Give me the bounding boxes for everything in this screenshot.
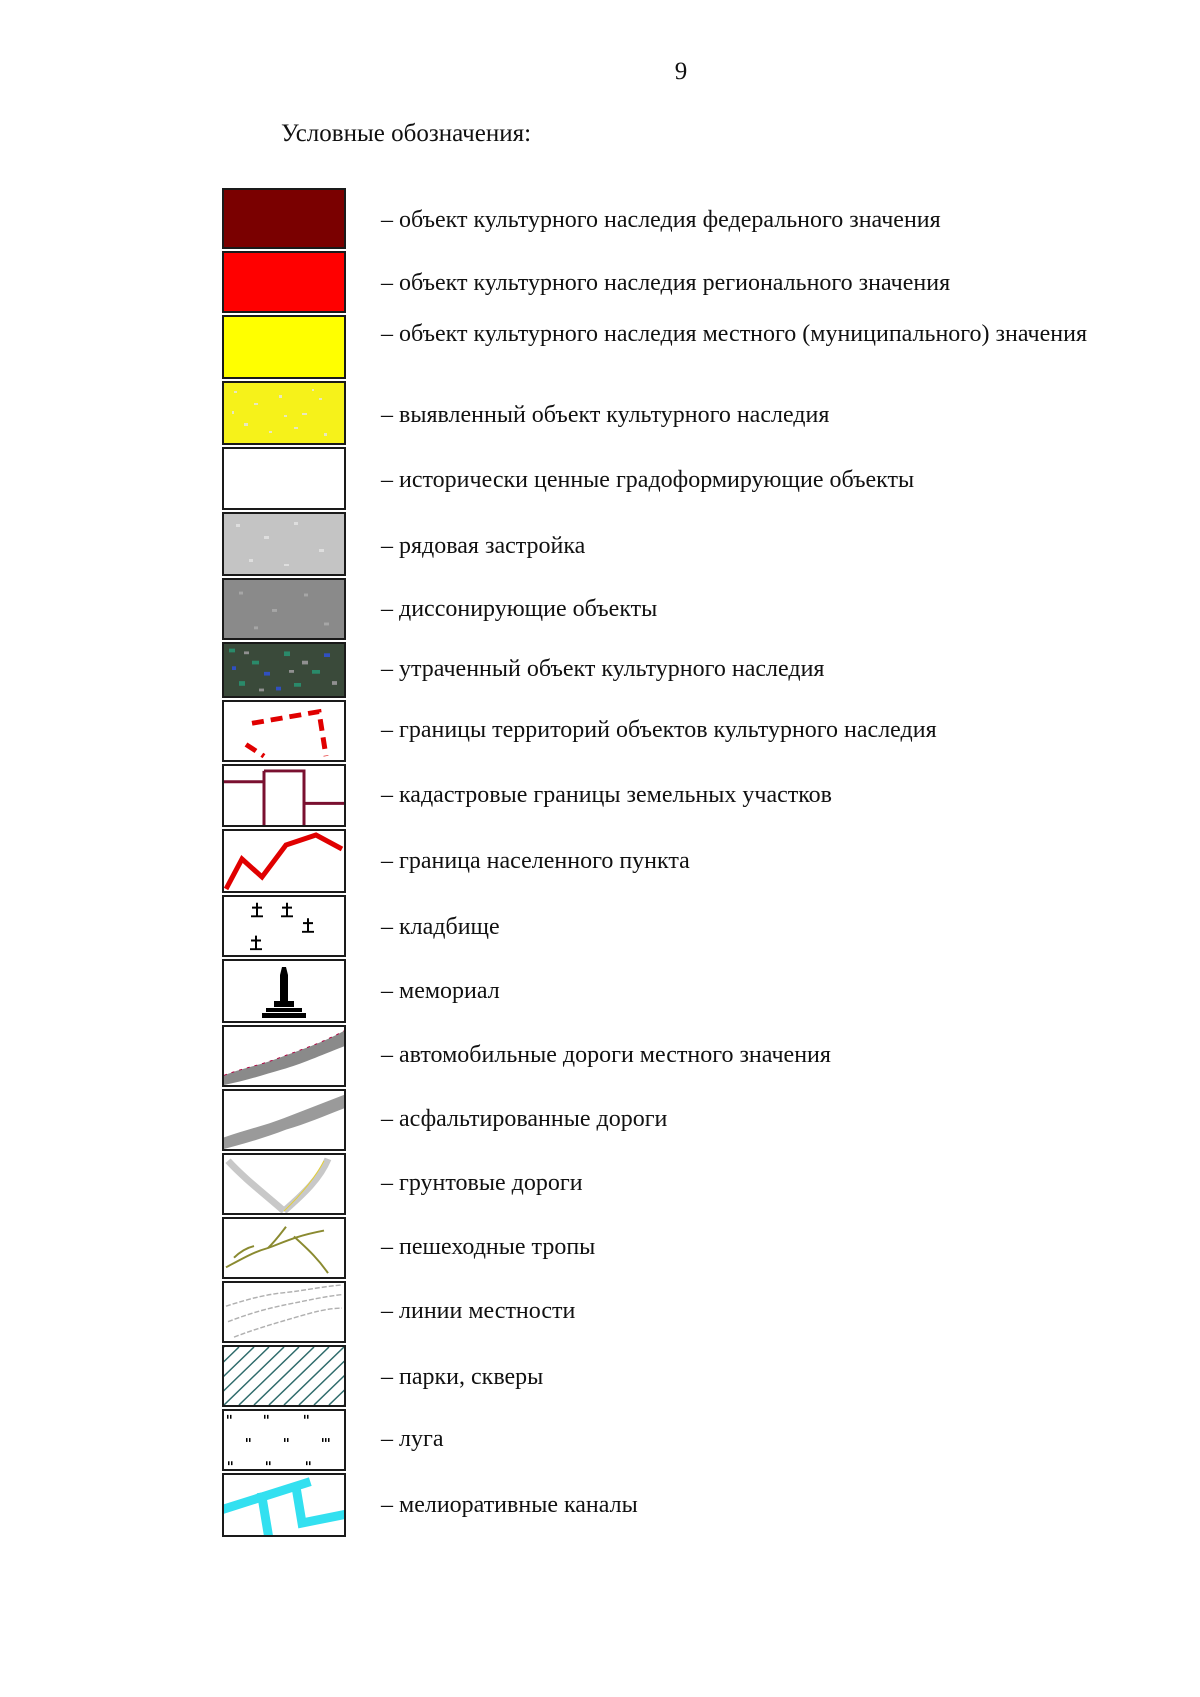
- legend-label-federal-heritage: – объект культурного наследия федерального значения: [381, 207, 941, 233]
- page-number: 9: [674, 58, 688, 85]
- legend-title: Условные обозначения:: [281, 120, 532, 147]
- identified-heritage-swatch: [222, 381, 346, 445]
- cross-marks-icon: [224, 897, 344, 955]
- terrain-lines-swatch: [222, 1281, 346, 1343]
- meadow-marks-icon: [224, 1411, 344, 1469]
- legend-label-identified-heritage: – выявленный объект культурного наследия: [381, 402, 830, 428]
- meadows-swatch: [222, 1409, 346, 1471]
- legend-label-lost-heritage: – утраченный объект культурного наследия: [381, 656, 825, 682]
- legend-label-meadows: – луга: [381, 1426, 444, 1452]
- legend-label-footpaths: – пешеходные тропы: [381, 1234, 596, 1260]
- legend-label-cemetery: – кладбище: [381, 914, 500, 940]
- regional-heritage-swatch: [222, 251, 346, 313]
- road-band-icon: [224, 1027, 344, 1085]
- canals-swatch: [222, 1473, 346, 1537]
- cadastral-boundary-swatch: [222, 764, 346, 827]
- legend-label-regional-heritage: – объект культурного наследия регионального значения: [381, 270, 951, 296]
- dirt-roads-swatch: [222, 1153, 346, 1215]
- ordinary-buildings-swatch: [222, 512, 346, 576]
- settlement-boundary-swatch: [222, 829, 346, 893]
- legend-label-parks: – парки, скверы: [381, 1364, 544, 1390]
- diagonal-hatch-icon: [224, 1347, 344, 1405]
- obelisk-icon: [224, 961, 344, 1021]
- cemetery-swatch: [222, 895, 346, 957]
- road-band-icon: [224, 1091, 344, 1149]
- dissonant-objects-swatch: [222, 578, 346, 640]
- memorial-swatch: [222, 959, 346, 1023]
- zigzag-line-icon: [224, 831, 344, 891]
- asphalt-roads-swatch: [222, 1089, 346, 1151]
- legend-label-historic-objects: – исторически ценные градоформирующие объекты: [381, 467, 915, 493]
- dashed-boundary-icon: [224, 702, 344, 760]
- local-roads-swatch: [222, 1025, 346, 1087]
- cadastral-lines-icon: [224, 766, 344, 825]
- municipal-heritage-swatch: [222, 315, 346, 379]
- canal-icon: [224, 1475, 344, 1535]
- legend-label-memorial: – мемориал: [381, 978, 500, 1004]
- legend-label-settlement-boundary: – граница населенного пункта: [381, 848, 690, 874]
- legend-label-terrain-lines: – линии местности: [381, 1298, 576, 1324]
- legend-label-dirt-roads: – грунтовые дороги: [381, 1170, 583, 1196]
- legend-label-dissonant-objects: – диссонирующие объекты: [381, 596, 658, 622]
- historic-objects-swatch: [222, 447, 346, 510]
- legend-label-municipal-heritage: – объект культурного наследия местного (муниципального) значения: [381, 321, 1087, 347]
- heritage-boundary-swatch: [222, 700, 346, 762]
- terrain-lines-icon: [224, 1283, 344, 1341]
- legend-label-cadastral-boundary: – кадастровые границы земельных участков: [381, 782, 833, 808]
- legend-label-canals: – мелиоративные каналы: [381, 1492, 638, 1518]
- legend-label-heritage-boundary: – границы территорий объектов культурного наследия: [381, 717, 937, 743]
- legend-label-asphalt-roads: – асфальтированные дороги: [381, 1106, 668, 1132]
- legend-label-local-roads: – автомобильные дороги местного значения: [381, 1042, 831, 1068]
- footpath-icon: [224, 1219, 344, 1277]
- footpaths-swatch: [222, 1217, 346, 1279]
- parks-swatch: [222, 1345, 346, 1407]
- dirt-road-icon: [224, 1155, 344, 1213]
- legend-label-ordinary-buildings: – рядовая застройка: [381, 533, 586, 559]
- lost-heritage-swatch: [222, 642, 346, 698]
- federal-heritage-swatch: [222, 188, 346, 249]
